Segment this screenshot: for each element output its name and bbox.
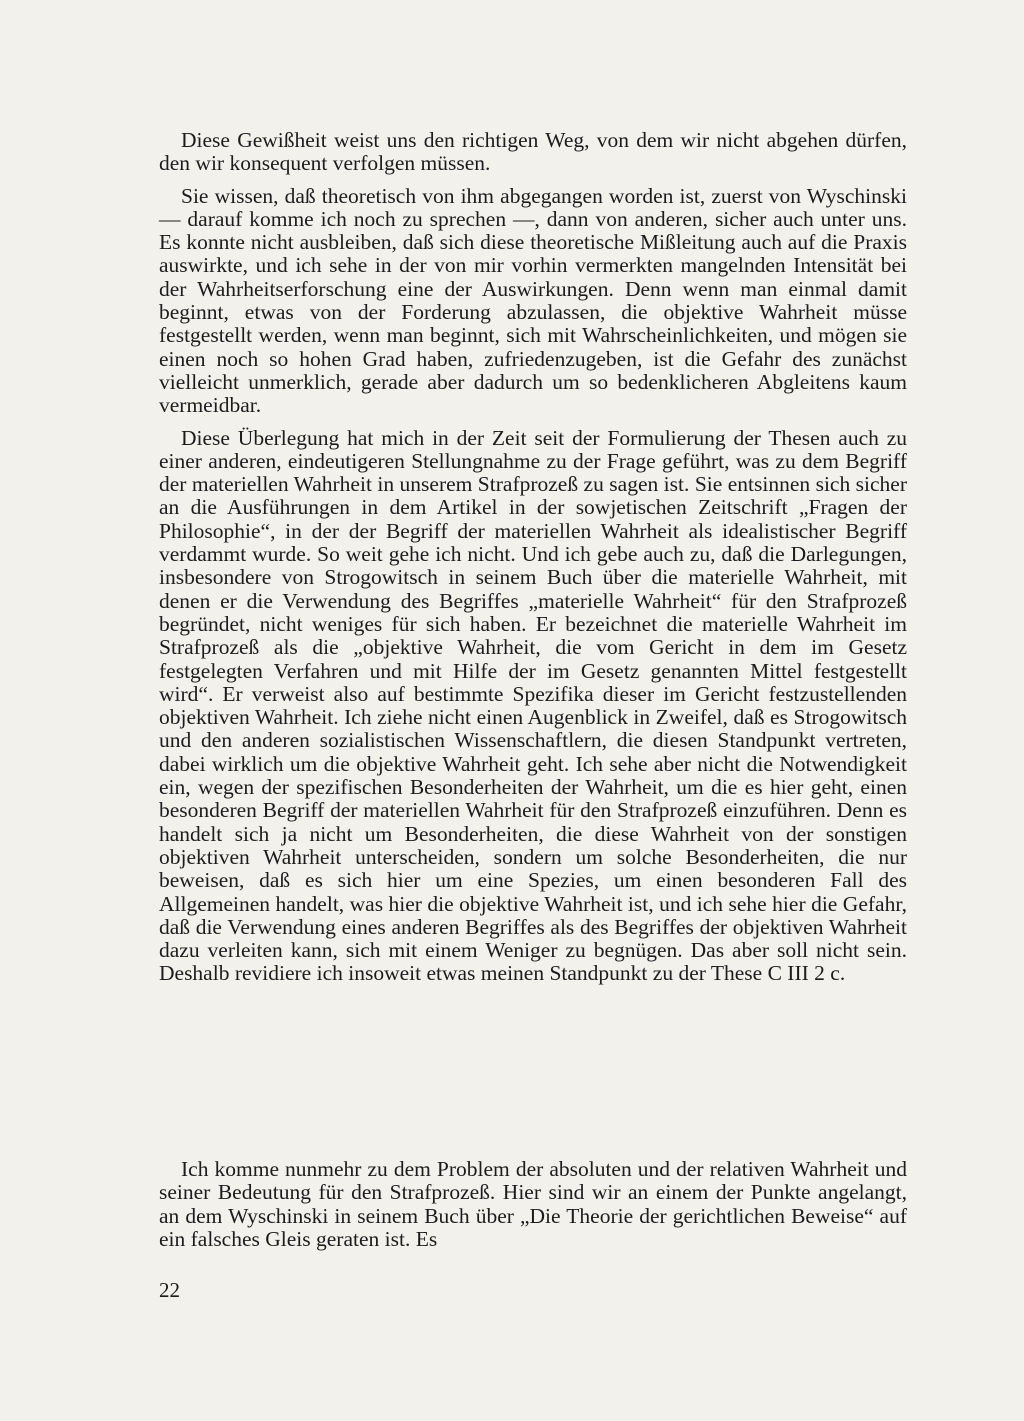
paragraph: Diese Überlegung hat mich in der Zeit seit der Formulierung der Thesen auch zu einer anderen, eindeutigeren Stellungnahme zu der Frage geführt, was zu dem Begriff der materiellen Wahrheit in unserem Strafprozeß zu sagen ist. Sie entsinnen sich sicher an die Ausführungen in dem Artikel in der sowjetischen Zeitschrift „Fragen der Philosophie“, in der der Begriff der materiellen Wahrheit als idealistischer Begriff verdammt wurde. So weit gehe ich nicht. Und ich gebe auch zu, daß die Darlegungen, insbesondere von Strogowitsch in seinem Buch über die materielle Wahrheit, mit denen er die Verwendung des Begriffes „materielle Wahrheit“ für den Strafprozeß begründet, nicht weniges für sich haben. Er bezeichnet die materielle Wahrheit im Strafprozeß als die „objektive Wahrheit, die vom Gericht in dem im Gesetz festgelegten Verfahren und mit Hilfe der im Gesetz genannten Mittel festgestellt wird“. Er verweist also auf bestimmte Spezifika dieser im Gericht festzustellenden objektiven Wahrheit. Ich ziehe nicht einen Augenblick in Zweifel, daß es Strogowitsch und den anderen sozialistischen Wissenschaftlern, die diesen Standpunkt vertreten, dabei wirklich um die objektive Wahrheit geht. Ich sehe aber nicht die Notwendigkeit ein, wegen der spezifischen Besonderheiten der Wahrheit, um die es hier geht, einen besonderen Begriff der materiellen Wahrheit für den Strafprozeß einzuführen. Denn es handelt sich ja nicht um Besonderheiten, die diese Wahrheit von der sonstigen objektiven Wahrheit unterscheiden, sondern um solche Besonderheiten, die nur beweisen, daß es sich hier um eine Spezies, um einen besonderen Fall des Allgemeinen handelt, was hier die objektive Wahrheit ist, und ich sehe hier die Gefahr, daß die Verwendung eines anderen Begriffes als des Begriffes der objektiven Wahrheit dazu verleiten kann, sich mit einem Weniger zu begnügen. Das aber soll nicht sein. Deshalb revidiere ich insoweit etwas meinen Standpunkt zu der These C III 2 c. [159, 425, 907, 986]
body-text-section-1 [159, 129, 907, 986]
paragraph: Diese Gewißheit weist uns den richtigen Weg, von dem wir nicht abgehen dürfen, den wir konsequent verfolgen müssen. [159, 128, 907, 176]
body-text-section-2 [159, 1158, 907, 1251]
paragraph: Ich komme nunmehr zu dem Problem der absoluten und der relativen Wahrheit und seiner Bedeutung für den Strafprozeß. Hier sind wir an einem der Punkte angelangt, an dem Wyschinski in seinem Buch über „Die Theorie der gerichtlichen Beweise“ auf ein falsches Gleis geraten ist. Es [159, 1157, 907, 1251]
paragraph: Sie wissen, daß theoretisch von ihm abgegangen worden ist, zuerst von Wyschinski — darauf komme ich noch zu sprechen —, dann von anderen, sicher auch unter uns. Es konnte nicht ausbleiben, daß sich diese theoretische Mißleitung auch auf die Praxis auswirkte, und ich sehe in der von mir vorhin vermerkten mangelnden Intensität bei der Wahrheitserforschung eine der Auswirkungen. Denn wenn man einmal damit beginnt, etwas von der Forderung abzulassen, die objektive Wahrheit müsse festgestellt werden, wenn man beginnt, sich mit Wahrscheinlichkeiten, und mögen sie einen noch so hohen Grad haben, zufriedenzugeben, ist die Gefahr des zunächst vielleicht unmerklich, gerade aber dadurch um so bedenklicheren Abgleitens kaum vermeidbar. [159, 183, 907, 418]
page-number: 22 [159, 1278, 180, 1302]
